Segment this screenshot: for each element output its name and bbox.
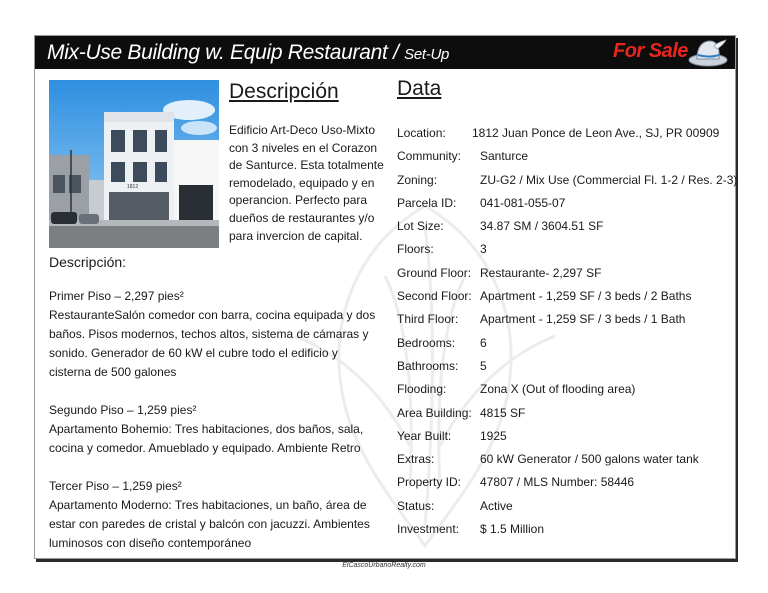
data-value: 60 kW Generator / 500 galons water tank <box>480 452 699 467</box>
data-row-extras <box>397 452 732 475</box>
data-label: Area Building: <box>397 405 472 420</box>
floor-title: Segundo Piso – 1,259 pies² <box>49 403 197 417</box>
floors-description <box>49 287 379 572</box>
footer-website-link[interactable]: ElCascoUrbanoRealty.com <box>342 562 426 569</box>
header-title: Mix-Use Building w. Equip Restaurant / Set-Up <box>47 41 450 64</box>
data-label: Flooding: <box>397 382 447 397</box>
description-intro: Edificio Art-Deco Uso-Mixto con 3 niveles en el Corazon de Santurce. Esta totalmente remodelado, equipado y en operancion. Perfecto para dueños de restaurantes y/o para invercion de capital. <box>229 123 384 243</box>
data-value: 4815 SF <box>480 405 526 420</box>
data-value: 5 <box>480 358 487 373</box>
data-row-investment <box>397 522 732 545</box>
hat-icon <box>687 38 729 68</box>
floor-title: Tercer Piso – 1,259 pies² <box>49 479 182 493</box>
data-row-parcela-id <box>397 196 732 219</box>
header-bar <box>35 36 735 69</box>
data-row-third-floor <box>397 312 732 335</box>
data-row-location <box>397 126 732 149</box>
data-value: Active <box>480 498 513 513</box>
data-label: Status: <box>397 498 435 513</box>
data-row-ground-floor <box>397 266 732 289</box>
floor-block-2 <box>49 401 379 458</box>
floor-text: RestauranteSalón comedor con barra, cocina equipada y dos baños. Pisos modernos, techos altos, sistema de cámaras y sonido. Generador de 60 kW el cubre todo el edificio y cisterna de 500 galones <box>49 308 376 379</box>
floor-title: Primer Piso – 2,297 pies² <box>49 289 184 303</box>
data-list <box>397 126 738 545</box>
building-number: 1812 <box>127 184 139 190</box>
floor-text: Apartamento Bohemio: Tres habitaciones, dos baños, sala, cocina y comedor. Amueblado y equipado. Ambiente Retro <box>49 422 364 455</box>
data-value: Santurce <box>480 149 529 164</box>
data-label: Property ID: <box>397 475 462 490</box>
data-row-lot-size <box>397 219 732 242</box>
data-label: Year Built: <box>397 428 452 443</box>
data-value: Apartment - 1,259 SF / 3 beds / 2 Baths <box>480 289 692 304</box>
data-value: 3 <box>480 242 487 257</box>
data-value: ZU-G2 / Mix Use (Commercial Fl. 1-2 / Res. 2-3) <box>480 172 738 187</box>
data-value: 34.87 SM / 3604.51 SF <box>480 219 604 234</box>
data-value: Restaurante- 2,297 SF <box>480 265 602 280</box>
data-value: Apartment - 1,259 SF / 3 beds / 1 Bath <box>480 312 686 327</box>
description-subheading: Descripción: <box>49 254 127 270</box>
data-label: Investment: <box>397 522 460 537</box>
data-value: Zona X (Out of flooding area) <box>480 382 636 397</box>
data-label: Third Floor: <box>397 312 459 327</box>
for-sale-badge: For Sale <box>613 40 688 62</box>
data-label: Bathrooms: <box>397 358 459 373</box>
data-label: Ground Floor: <box>397 265 472 280</box>
data-row-second-floor <box>397 289 732 312</box>
data-label: Extras: <box>397 452 435 467</box>
data-row-property-id <box>397 475 732 498</box>
data-label: Bedrooms: <box>397 335 456 350</box>
data-row-zoning <box>397 172 738 196</box>
data-value: 1925 <box>480 428 507 443</box>
data-value: 6 <box>480 335 487 350</box>
data-row-bathrooms <box>397 359 732 382</box>
data-label: Zoning: <box>397 172 438 187</box>
data-label: Floors: <box>397 242 434 257</box>
data-value: 47807 / MLS Number: 58446 <box>480 475 635 490</box>
data-value: $ 1.5 Million <box>480 522 545 537</box>
data-row-bedrooms <box>397 336 732 359</box>
floor-block-3 <box>49 477 379 553</box>
description-heading: Descripción <box>229 80 339 103</box>
data-value: 1812 Juan Ponce de Leon Ave., SJ, PR 00909 <box>472 126 720 140</box>
data-heading: Data <box>397 77 442 100</box>
data-label: Lot Size: <box>397 219 444 234</box>
data-label: Community: <box>397 149 462 164</box>
data-label: Parcela ID: <box>397 195 457 210</box>
data-value: 041-081-055-07 <box>480 195 566 210</box>
data-label: Second Floor: <box>397 289 472 304</box>
data-row-floors <box>397 242 732 265</box>
data-row-year-built <box>397 429 732 452</box>
data-row-flooding <box>397 382 732 405</box>
data-row-status <box>397 499 732 522</box>
data-row-community <box>397 149 732 172</box>
building-photo <box>49 80 219 248</box>
header-subtitle: Set-Up <box>404 46 450 63</box>
floor-block-1 <box>49 287 379 382</box>
data-label: Location: <box>397 126 446 140</box>
data-row-area-building <box>397 406 732 429</box>
floor-text: Apartamento Moderno: Tres habitaciones, un baño, área de estar con paredes de cristal y balcón con jacuzzi. Ambientes luminosos con diseño contemporáneo <box>49 498 370 550</box>
